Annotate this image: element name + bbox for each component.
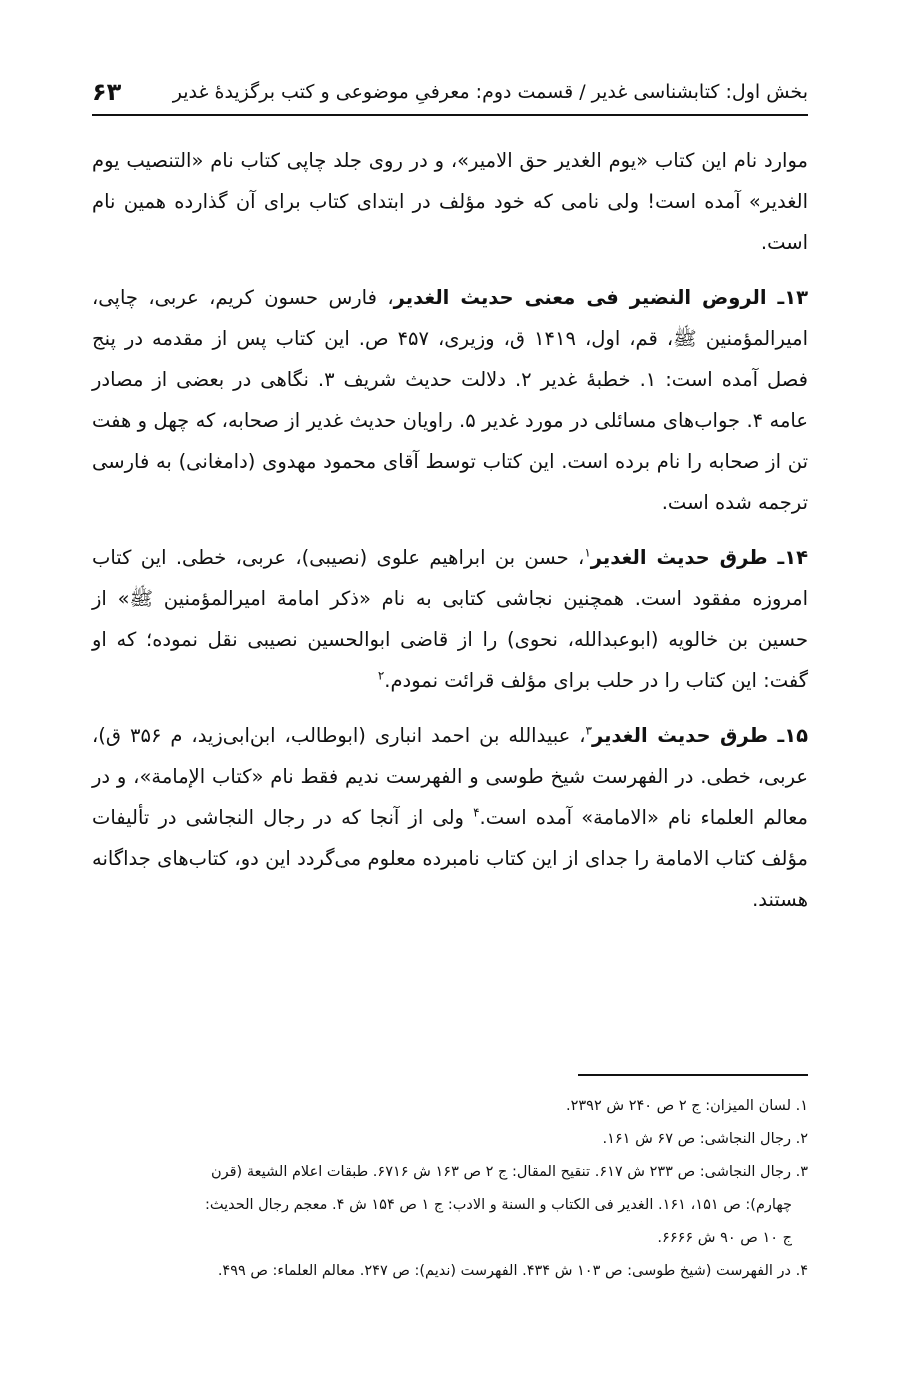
- footnote-1: ۱. لسان المیزان: ج ۲ ص ۲۴۰ ش ۲۳۹۲.: [566, 1098, 808, 1114]
- entry-15-text-b: ولی از آنجا که در رجال النجاشی در تألیفات مؤلف کتاب الامامة را جدای از این کتاب نامبرده معلوم می‌گردد این دو، کتاب‌های جداگانه هستند.: [92, 806, 808, 911]
- footnote-2: ۲. رجال النجاشی: ص ۶۷ ش ۱۶۱.: [602, 1131, 808, 1147]
- page-body: [92, 140, 808, 934]
- footnote-3-line-2: چهارم): ص ۱۵۱، ۱۶۱. الغدیر فی الکتاب و السنة و الادب: ج ۱ ص ۱۵۴ ش ۴. معجم رجال الحدیث:: [204, 1197, 792, 1213]
- intro-paragraph: [92, 140, 808, 263]
- entry-13-title: ۱۳ـ الروض النضیر فی معنی حدیث الغدیر: [393, 286, 808, 309]
- entry-13: [92, 277, 808, 523]
- footnote-divider: [578, 1074, 808, 1076]
- footnotes: [92, 1090, 808, 1288]
- footnote-4: ۴. در الفهرست (شیخ طوسی: ص ۱۰۳ ش ۴۳۴. الفهرست (ندیم): ص ۲۴۷. معالم العلماء: ص ۴۹۹.: [217, 1263, 808, 1279]
- footnote-ref-2[interactable]: ۲: [377, 668, 385, 683]
- entry-14-title: ۱۴ـ طرق حدیث الغدیر: [590, 546, 808, 569]
- entry-15-title: ۱۵ـ طرق حدیث الغدیر: [591, 724, 808, 747]
- entry-15: [92, 715, 808, 920]
- header-title: بخش اول: کتابشناسی غدیر / قسمت دوم: معرفیِ موضوعی و کتب برگزیدهٔ غدیر: [172, 81, 808, 103]
- footnote-3-line-3: ج ۱۰ ص ۹۰ ش ۶۶۶۶.: [657, 1230, 792, 1246]
- running-header: [92, 70, 808, 116]
- entry-13-text: ، فارس حسون کریم، عربی، چاپی، امیرالمؤمنین ﷺ، قم، اول، ۱۴۱۹ ق، وزیری، ۴۵۷ ص. این کتاب پس از مقدمه در پنج فصل آمده است: ۱. خطبهٔ غدیر ۲. دلالت حدیث شریف ۳. نگاهی در بعضی از مصادر عامه ۴. جواب‌های مسائلی در مورد غدیر ۵. راویان حدیث غدیر از صحابه، که چهل و هفت تن از صحابه را نام برده است. این کتاب توسط آقای محمود مهدوی (دامغانی) به فارسی ترجمه شده است.: [92, 286, 808, 514]
- intro-text: موارد نام این کتاب «یوم الغدیر حق الامیر»، و در روی جلد چاپی کتاب نام «التنصیب یوم الغدیر» آمده است! ولی نامی که خود مؤلف در ابتدای کتاب برای آن گذارده همین نام است.: [92, 149, 808, 254]
- entry-14: [92, 537, 808, 701]
- footnote-ref-1[interactable]: ۱: [584, 545, 591, 560]
- footnote-ref-3[interactable]: ۳: [585, 723, 592, 738]
- page-number: ۶۳: [92, 78, 122, 106]
- footnote-ref-4[interactable]: ۴: [473, 805, 480, 820]
- entry-14-text: ، حسن بن ابراهیم علوی (نصیبی)، عربی، خطی. این کتاب امروزه مفقود است. همچنین نجاشی کتابی به نام «ذکر امامة امیرالمؤمنین ﷺ» از حسین بن خالویه (ابوعبدالله، نحوی) را از قاضی ابوالحسین نصیبی نقل نموده؛ که او گفت: این کتاب را در حلب برای مؤلف قرائت نمودم.: [92, 546, 808, 692]
- entry-15-text-a: ، عبیدالله بن احمد انباری (ابوطالب، ابن‌ابی‌زید، م ۳۵۶ ق)، عربی، خطی. در الفهرست شیخ طوسی و الفهرست ندیم فقط نام «کتاب الإمامة»، و در معالم العلماء نام «الامامة» آمده است.: [92, 724, 808, 829]
- footnote-3-line-1: ۳. رجال النجاشی: ص ۲۳۳ ش ۶۱۷. تنقیح المقال: ج ۲ ص ۱۶۳ ش ۶۷۱۶. طبقات اعلام الشیعة (قرن: [210, 1164, 808, 1180]
